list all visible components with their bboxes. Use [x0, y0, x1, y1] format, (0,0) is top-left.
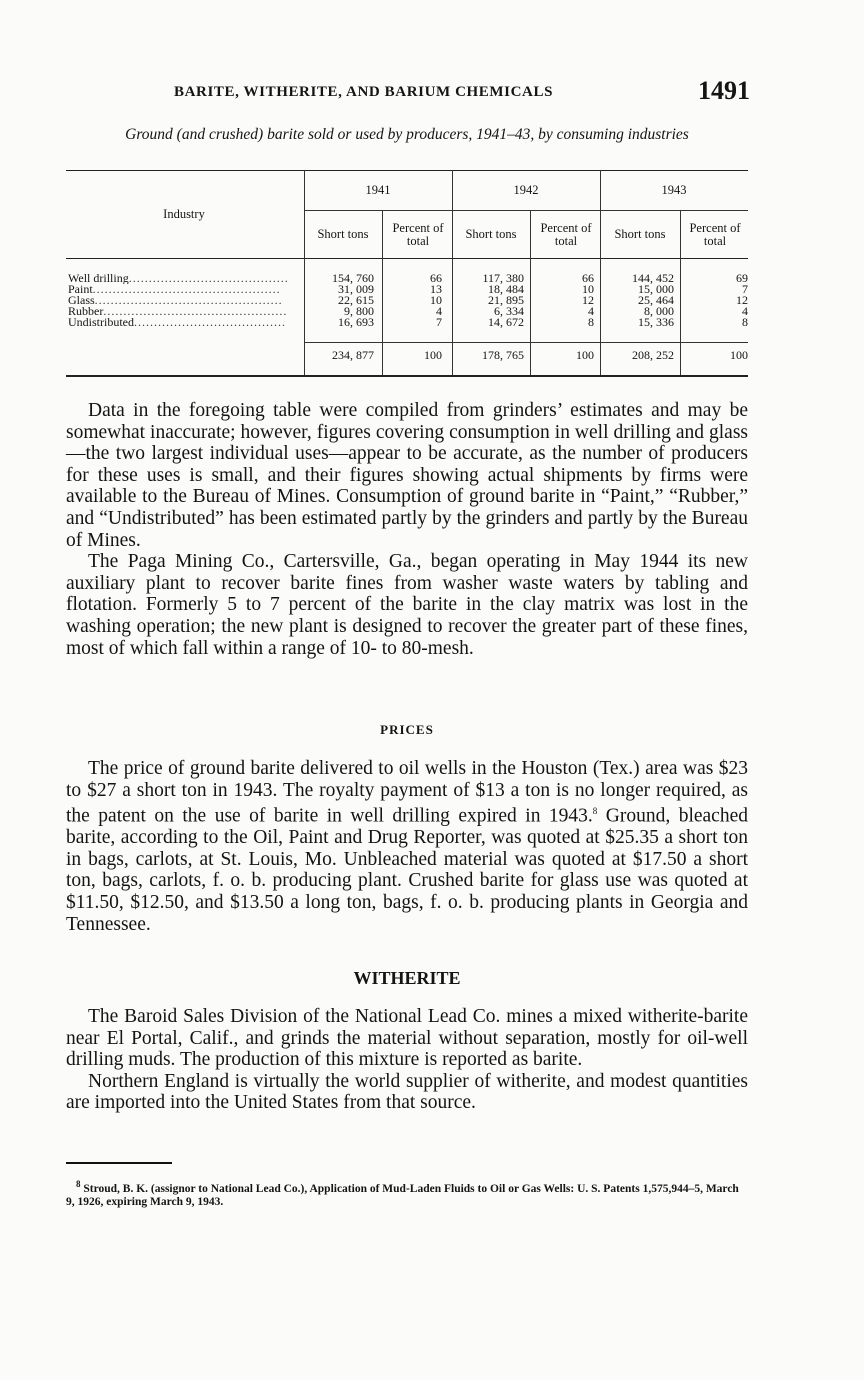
col-short-tons: Short tons	[465, 227, 517, 241]
stub-header: Industry	[163, 207, 205, 221]
paragraph: Data in the foregoing table were compiled from grinders’ estimates and may be somewhat inaccurate; however, figures covering consumption in well drilling and glass—the two largest individual uses—appear to be accurate, as the number of producers for these uses is small, and their figures showing actual shipments by firms were available to the Bureau of Mines. Consumption of ground barite in “Paint,” “Rubber,” and “Undistributed” has been estimated partly by the grinders and partly by the Bureau of Mines.	[66, 400, 748, 551]
year-rule	[304, 210, 748, 211]
row-industry: Glass...............................................	[68, 295, 283, 306]
paragraph: Northern England is virtually the world supplier of witherite, and modest quantities are imported into the United States from that source.	[66, 1070, 748, 1114]
year-1943: 1943	[661, 183, 687, 197]
table-total-row: 234, 877 100 178, 765 100 208, 252 100	[332, 348, 748, 362]
table-header-rule	[66, 258, 748, 259]
col-short-tons: Short tons	[614, 227, 666, 241]
row-industry: Paint...............................................	[68, 284, 281, 295]
footnote-rule	[66, 1162, 172, 1164]
row-industry: Undistributed......................................	[68, 317, 286, 328]
body-section-3	[66, 1006, 748, 1114]
col-short-tons: Short tons	[317, 227, 369, 241]
paragraph: The Paga Mining Co., Cartersville, Ga., began operating in May 1944 its new auxiliary plant to recover barite fines from washer waste waters by tabling and flotation. Formerly 5 to 7 percent of the barite in the clay matrix was lost in the washing operation; the new plant is designed to recover the greater part of these fines, most of which fall within a range of 10- to 80-mesh.	[66, 551, 748, 659]
table-caption: Ground (and crushed) barite sold or used by producers, 1941–43, by consuming industries	[125, 126, 689, 143]
running-head	[66, 78, 748, 108]
table-row: Rubber.............................................. 9, 800 4 6, 334 4 8, 000 4	[68, 304, 748, 318]
row-industry: Well drilling........................................	[68, 273, 289, 284]
table-bottom-rule	[66, 375, 748, 377]
witherite-heading: WITHERITE	[353, 968, 461, 988]
table-row: Undistributed...................................... 16, 693 7 14, 672 8 15, 336 8	[68, 315, 748, 329]
table-row: Paint............................................... 31, 009 13 18, 484 10 15, 000 7	[68, 282, 748, 296]
total-rule	[304, 342, 748, 343]
col-percent: Percent of total	[392, 221, 444, 248]
table-row: Well drilling........................................ 154, 760 66 117, 380 66 144, 452 69	[68, 271, 748, 285]
col-percent: Percent of total	[540, 221, 592, 248]
footnote: $^8$ Stroud, B. K. (assignor to National Lead Co.), Application of Mud-Laden Fluids to Oil or Gas Wells: U. S. Patents 1,575,944–5, March 9, 1926, expiring March 9, 1943.	[66, 1179, 739, 1208]
year-1942: 1942	[513, 183, 539, 197]
year-1941: 1941	[365, 183, 391, 197]
paragraph: The price of ground barite delivered to oil wells in the Houston (Tex.) area was $23 to $27 a short ton in 1943. The royalty payment of $13 a ton is no longer required, as the patent on the use of barite in well drilling expired in 1943.$^8$ Ground, bleached barite, according to the Oil, Paint and Drug Reporter, was quoted at $25.35 a short ton in bags, carlots, at St. Louis, Mo. Unbleached material was quoted at $17.50 a short ton, bags, carlots, f. o. b. producing plant. Crushed barite for glass use was quoted at $11.50, $12.50, and $13.50 a long ton, bags, f. o. b. producing plants in Georgia and Tennessee.	[66, 758, 748, 935]
table-top-rule	[66, 170, 748, 171]
row-industry: Rubber..............................................	[68, 306, 288, 317]
running-title: BARITE, WITHERITE, AND BARIUM CHEMICALS	[174, 84, 554, 100]
col-percent: Percent of total	[689, 221, 741, 248]
prices-heading: PRICES	[380, 722, 434, 737]
footnote-reference[interactable]: 8	[592, 806, 598, 817]
body-section-2	[66, 758, 748, 935]
table-row: Glass............................................... 22, 615 10 21, 895 12 25, 464 12	[68, 293, 748, 307]
paragraph: The Baroid Sales Division of the National Lead Co. mines a mixed witherite-barite near El Portal, Calif., and grinds the material without separation, mostly for oil-well drilling muds. The production of this mixture is reported as barite.	[66, 1006, 748, 1071]
page-number: 1491	[698, 76, 750, 105]
body-section-1	[66, 400, 748, 659]
